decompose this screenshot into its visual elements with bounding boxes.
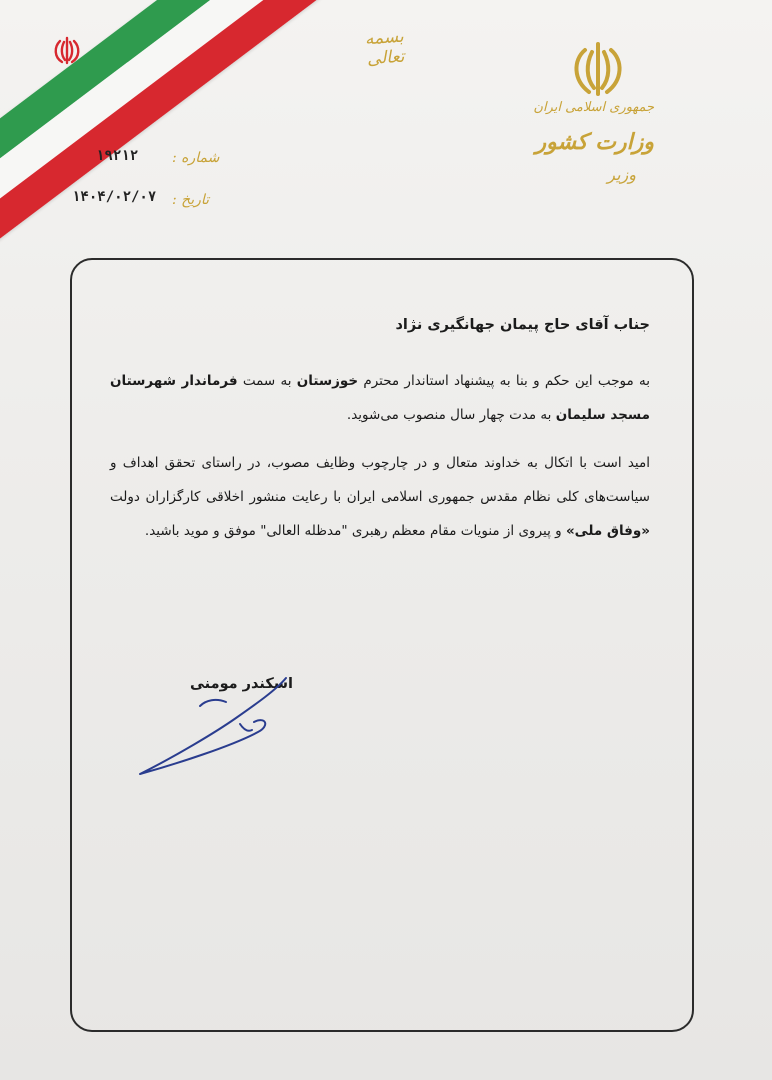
wishes-paragraph <box>110 446 650 548</box>
appointment-text: به سمت <box>237 373 297 389</box>
wishes-text: و پیروی از منویات مقام معظم رهبری "مدظله العالی" موفق و موید باشید. <box>144 523 566 539</box>
letter-body <box>110 308 650 548</box>
number-label: شماره : <box>172 150 220 166</box>
basmala-heading: بسمه تعالی <box>364 26 406 70</box>
handwritten-signature <box>136 660 326 780</box>
ministry-label: وزارت کشور <box>535 129 654 155</box>
office-label: وزیر <box>607 165 636 184</box>
iran-emblem-icon <box>567 38 629 100</box>
appointment-title: فرماندار شهرستان مسجد سلیمان <box>110 373 650 423</box>
wishes-text: امید است با اتکال به خداوند متعال و در چارچوب وظایف مصوب، در راستای تحقق اهداف و سیاست‌های کلی نظام مقدس جمهوری اسلامی ایران با رعایت منشور اخلاقی کارگزاران دولت <box>110 455 650 505</box>
iran-emblem-icon <box>50 33 84 67</box>
salutation: جناب آقای حاج پیمان جهانگیری نژاد <box>395 317 650 333</box>
iran-flag-ribbon <box>0 0 321 256</box>
signatory-name: اسکندر مومنی <box>190 676 293 692</box>
date-value: ۱۴۰۴/۰۲/۰۷ <box>72 189 157 205</box>
ministry-header <box>533 100 654 184</box>
republic-label: جمهوری اسلامی ایران <box>533 100 654 115</box>
appointment-paragraph <box>110 364 650 432</box>
appointment-text: به موجب این حکم و بنا به پیشنهاد استاندار محترم <box>358 373 650 389</box>
date-label: تاریخ : <box>172 192 210 208</box>
appointment-text: به مدت چهار سال منصوب می‌شوید. <box>346 407 556 423</box>
charter-name: «وفاق ملی» <box>565 523 650 539</box>
province-name: خوزستان <box>296 373 359 389</box>
number-value: ۱۹۲۱۲ <box>96 148 139 164</box>
